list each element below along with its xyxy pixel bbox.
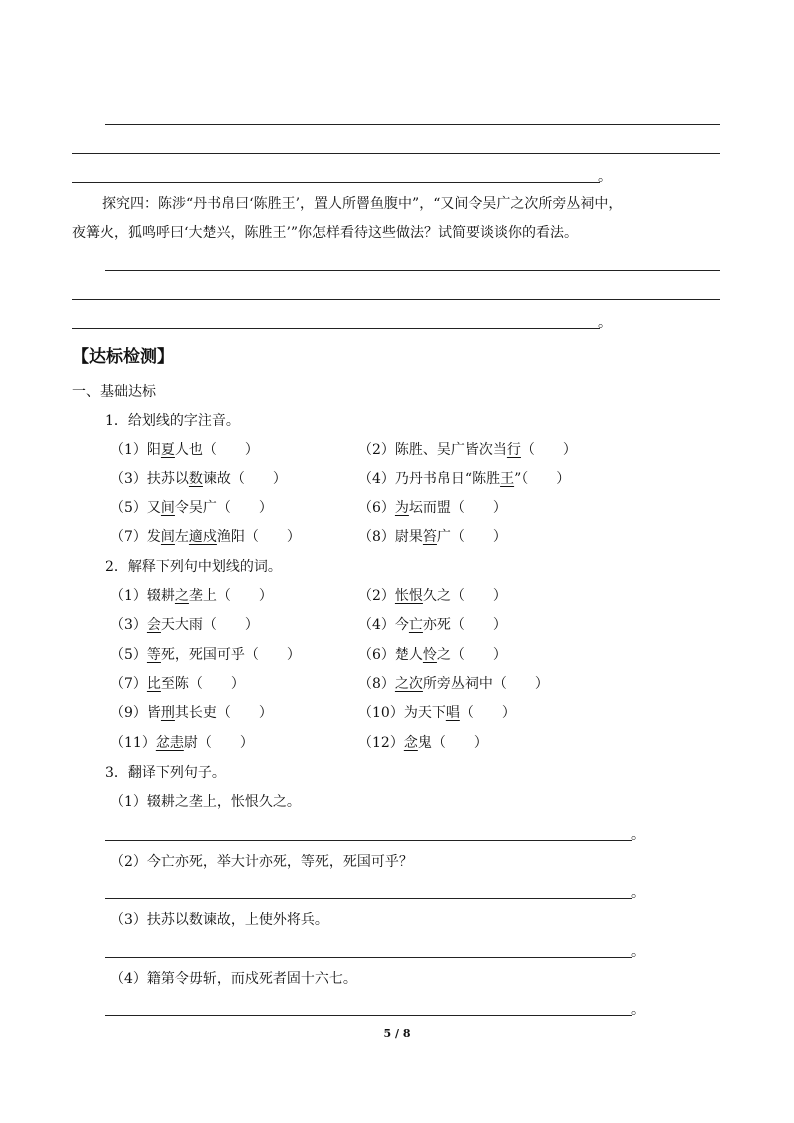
- q3-sentence-2: （2）今亡亦死，举大计亦死，等死，死国可乎？: [110, 854, 413, 870]
- inquiry-four-line1: 探究四：陈涉“丹书帛曰‘陈胜王’，置人所罾鱼腹中”，“又间令吴广之次所旁丛祠中，: [102, 196, 623, 212]
- q3-sentence-3: （3）扶苏以数谏故，上使外将兵。: [110, 912, 329, 928]
- q2-item-4: （4）今亡亦死（ ）: [358, 617, 507, 633]
- answer-line[interactable]: [72, 182, 600, 183]
- answer-line[interactable]: [105, 124, 720, 125]
- section-title: 【达标检测】: [72, 347, 174, 367]
- q3-sentence-4: （4）籍第令毋斩，而戍死者固十六七。: [110, 971, 357, 987]
- translation-line[interactable]: [105, 840, 632, 841]
- q2-item-7: （7）比至陈（ ）: [110, 676, 245, 692]
- q2-item-8: （8）之次所旁丛祠中（ ）: [358, 676, 549, 692]
- q1-item-5: （5）又间令吴广（ ）: [110, 500, 273, 516]
- q1-item-1: （1）阳夏人也（ ）: [110, 442, 259, 458]
- q1-item-7: （7）发闾左適戍渔阳（ ）: [110, 529, 301, 545]
- answer-line[interactable]: [72, 153, 720, 154]
- q2-item-2: （2）怅恨久之（ ）: [358, 588, 507, 604]
- translation-line[interactable]: [105, 957, 632, 958]
- translation-line[interactable]: [105, 1015, 632, 1016]
- answer-line[interactable]: [72, 299, 720, 300]
- answer-period: 。: [631, 885, 645, 901]
- answer-period: 。: [598, 169, 612, 185]
- answer-period: 。: [598, 315, 612, 331]
- q2-item-1: （1）辍耕之垄上（ ）: [110, 588, 273, 604]
- answer-period: 。: [631, 1002, 645, 1018]
- page-number: 5 / 8: [383, 1027, 411, 1040]
- q1-item-6: （6）为坛而盟（ ）: [358, 500, 507, 516]
- q2-title: 2．解释下列句中划线的词。: [105, 559, 282, 575]
- q3-title: 3．翻译下列句子。: [105, 765, 226, 781]
- q2-item-6: （6）楚人怜之（ ）: [358, 647, 507, 663]
- q1-item-4: （4）乃丹书帛日“陈胜王”（ ）: [358, 471, 571, 487]
- answer-line[interactable]: [72, 328, 600, 329]
- q2-item-11: （11）忿恚尉（ ）: [110, 735, 254, 751]
- answer-line[interactable]: [105, 270, 720, 271]
- q1-item-2: （2）陈胜、吴广皆次当行（ ）: [358, 442, 577, 458]
- q1-item-3: （3）扶苏以数谏故（ ）: [110, 471, 287, 487]
- q2-item-5: （5）等死，死国可乎（ ）: [110, 647, 301, 663]
- q1-item-8: （8）尉果笞广（ ）: [358, 529, 507, 545]
- q2-item-9: （9）皆刑其长吏（ ）: [110, 705, 273, 721]
- inquiry-four-line2: 夜篝火，狐鸣呼曰‘大楚兴，陈胜王’”你怎样看待这些做法？试简要谈谈你的看法。: [72, 225, 579, 241]
- q2-item-3: （3）会天大雨（ ）: [110, 617, 259, 633]
- q2-item-10: （10）为天下唱（ ）: [358, 705, 516, 721]
- q1-title: 1．给划线的字注音。: [105, 413, 240, 429]
- q2-item-12: （12）念鬼（ ）: [358, 735, 488, 751]
- part-title: 一、基础达标: [72, 384, 156, 400]
- q3-sentence-1: （1）辍耕之垄上，怅恨久之。: [110, 794, 301, 810]
- answer-period: 。: [631, 944, 645, 960]
- answer-period: 。: [631, 827, 645, 843]
- translation-line[interactable]: [105, 898, 632, 899]
